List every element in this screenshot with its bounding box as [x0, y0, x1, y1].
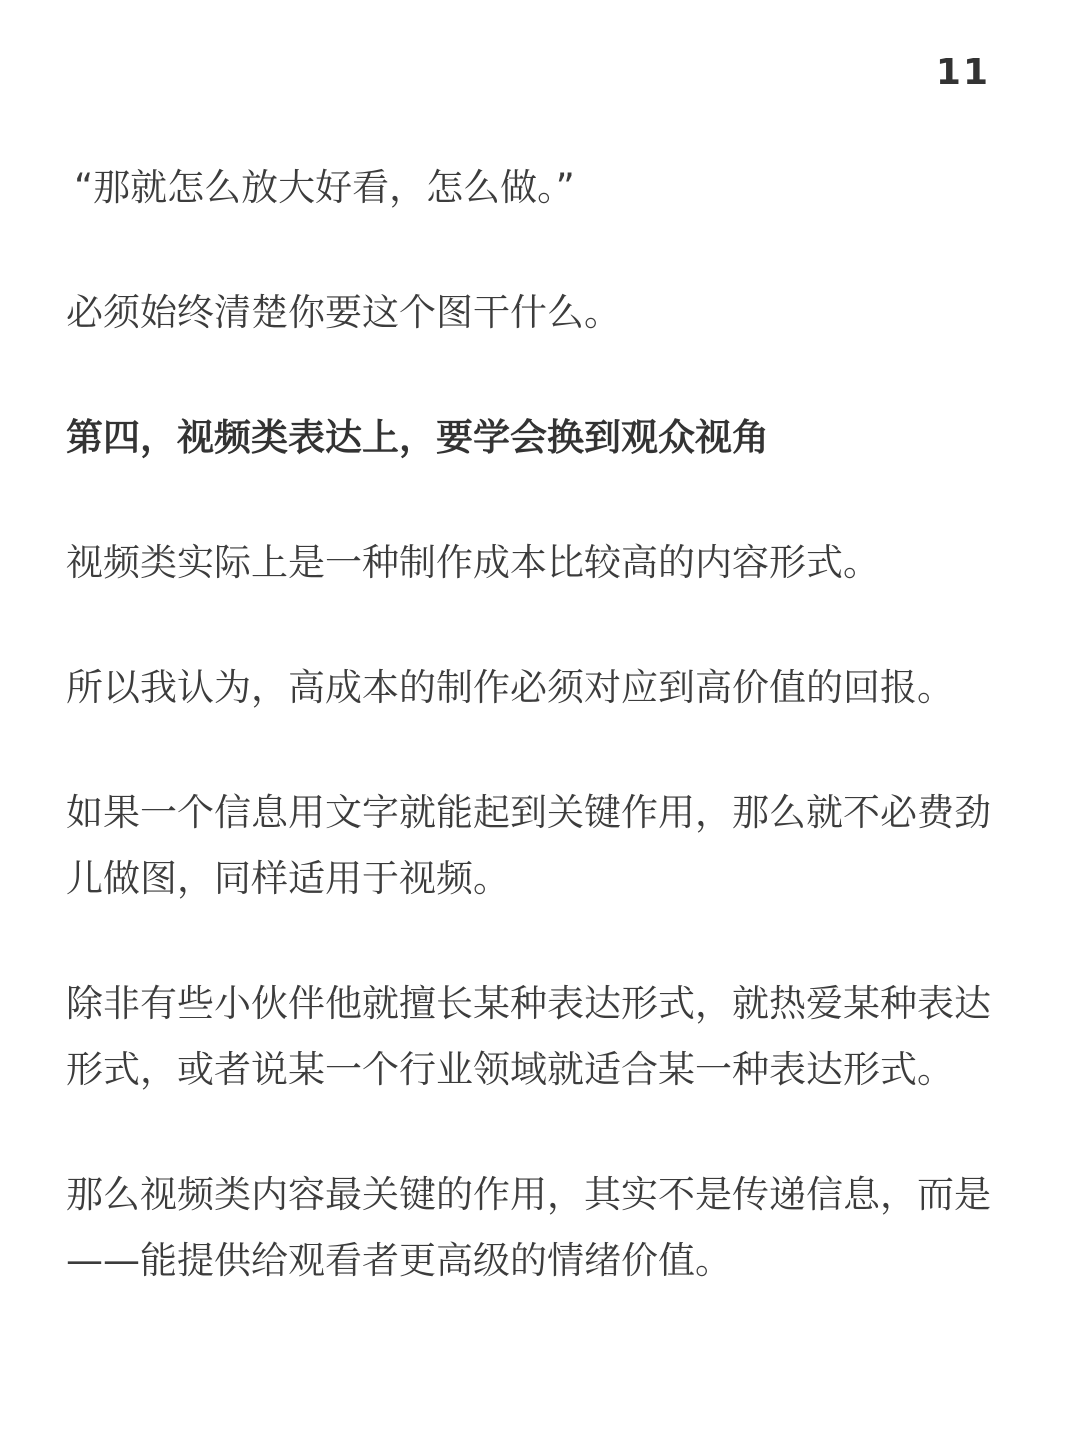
body-paragraph: 视频类实际上是一种制作成本比较高的内容形式。: [66, 541, 880, 584]
body-paragraph: 必须始终清楚你要这个图干什么。: [66, 291, 621, 334]
section-heading: 第四，视频类表达上，要学会换到观众视角: [66, 416, 769, 459]
body-paragraph: 除非有些小伙伴他就擅长某种表达形式，就热爱某种表达形式，或者说某一个行业领域就适合某一种表达形式。: [66, 982, 991, 1091]
page-number: 11: [935, 52, 990, 93]
body-paragraph: 所以我认为，高成本的制作必须对应到高价值的回报。: [66, 666, 954, 709]
body-paragraph: 那么视频类内容最关键的作用，其实不是传递信息，而是——能提供给观看者更高级的情绪价值。: [66, 1173, 991, 1282]
article-body: [66, 155, 1026, 1294]
quote-paragraph: “那就怎么放大好看，怎么做。”: [74, 166, 575, 209]
body-paragraph: 如果一个信息用文字就能起到关键作用，那么就不必费劲儿做图，同样适用于视频。: [66, 791, 991, 900]
